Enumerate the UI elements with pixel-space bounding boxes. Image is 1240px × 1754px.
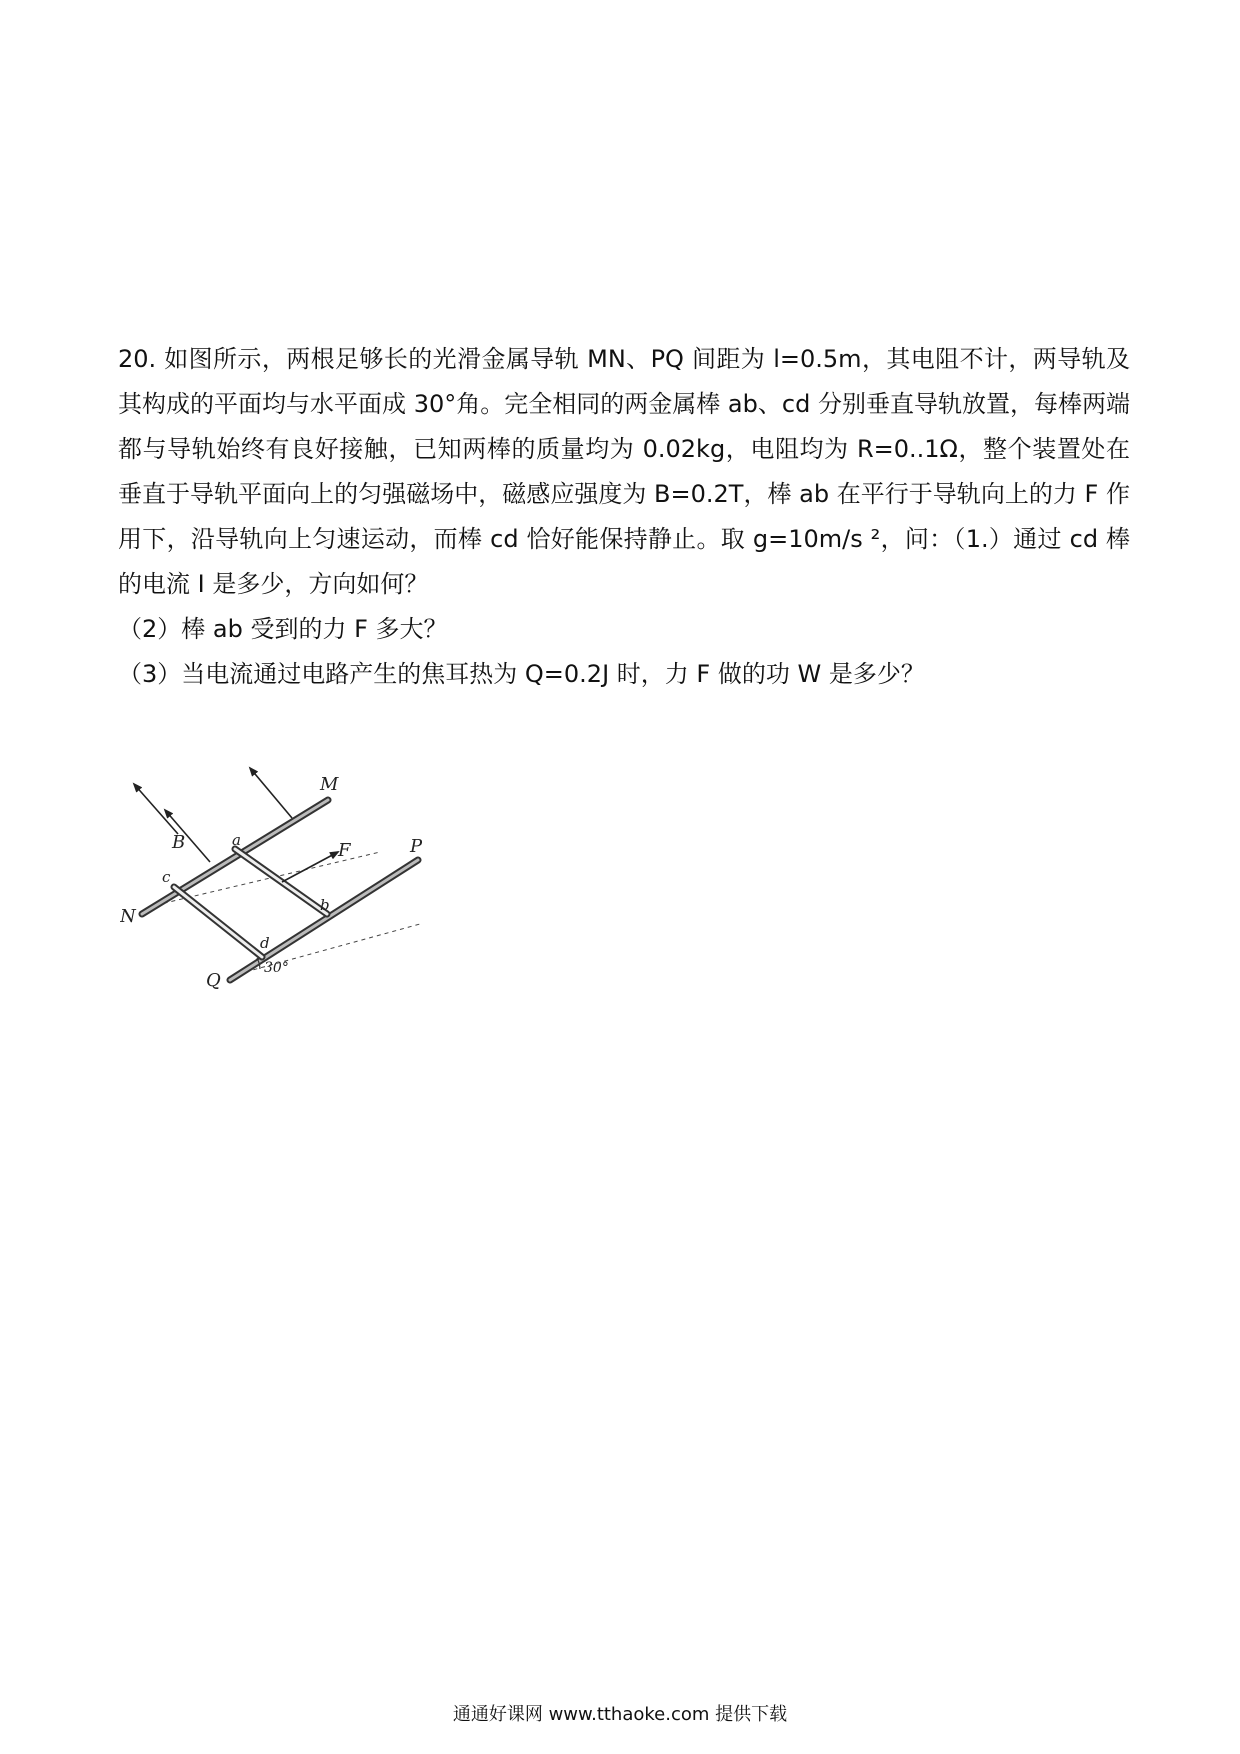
rod-cd	[174, 887, 262, 957]
problem-20	[118, 337, 1130, 697]
field-arrow-1	[134, 784, 178, 834]
label-f: F	[338, 840, 351, 861]
problem-stem: 20. 如图所示，两根足够长的光滑金属导轨 MN、PQ 间距为 l=0.5m，其电阻不计，两导轨及其构成的平面均与水平面成 30°角。完全相同的两金属棒 ab、cd 分别垂直导轨放置，每棒两端都与导轨始终有良好接触，已知两棒的质量均为 0.02kg，电阻均为 R=0..1Ω，整个装置处在垂直于导轨平面向上的匀强磁场中，磁感应强度为 B=0.2T，棒 ab 在平行于导轨向上的力 F 作用下，沿导轨向上匀速运动，而棒 cd 恰好能保持静止。取 g=10m/s ²，问：（1.）通过 cd 棒的电流 I 是多少，方向如何？	[118, 345, 1130, 598]
label-m: M	[320, 774, 339, 795]
force-arrow	[282, 852, 338, 882]
rod-ab	[235, 849, 327, 914]
question-2: （2）棒 ab 受到的力 F 多大？	[118, 615, 448, 643]
label-q: Q	[206, 970, 221, 991]
label-c: c	[162, 868, 171, 886]
field-arrow-3	[250, 768, 292, 818]
label-b-field: B	[172, 832, 186, 853]
label-p: P	[410, 836, 423, 857]
label-b: b	[320, 896, 330, 914]
page-footer: 通通好课网 www.tthaoke.com 提供下载	[452, 1704, 788, 1725]
question-3: （3）当电流通过电路产生的焦耳热为 Q=0.2J 时，力 F 做的功 W 是多少？	[118, 660, 925, 688]
label-angle: 30°	[264, 960, 289, 976]
label-d: d	[260, 934, 270, 952]
label-a: a	[232, 831, 241, 849]
label-n: N	[120, 906, 136, 927]
rail-diagram-svg	[120, 752, 480, 1010]
rail-diagram	[120, 752, 480, 1010]
